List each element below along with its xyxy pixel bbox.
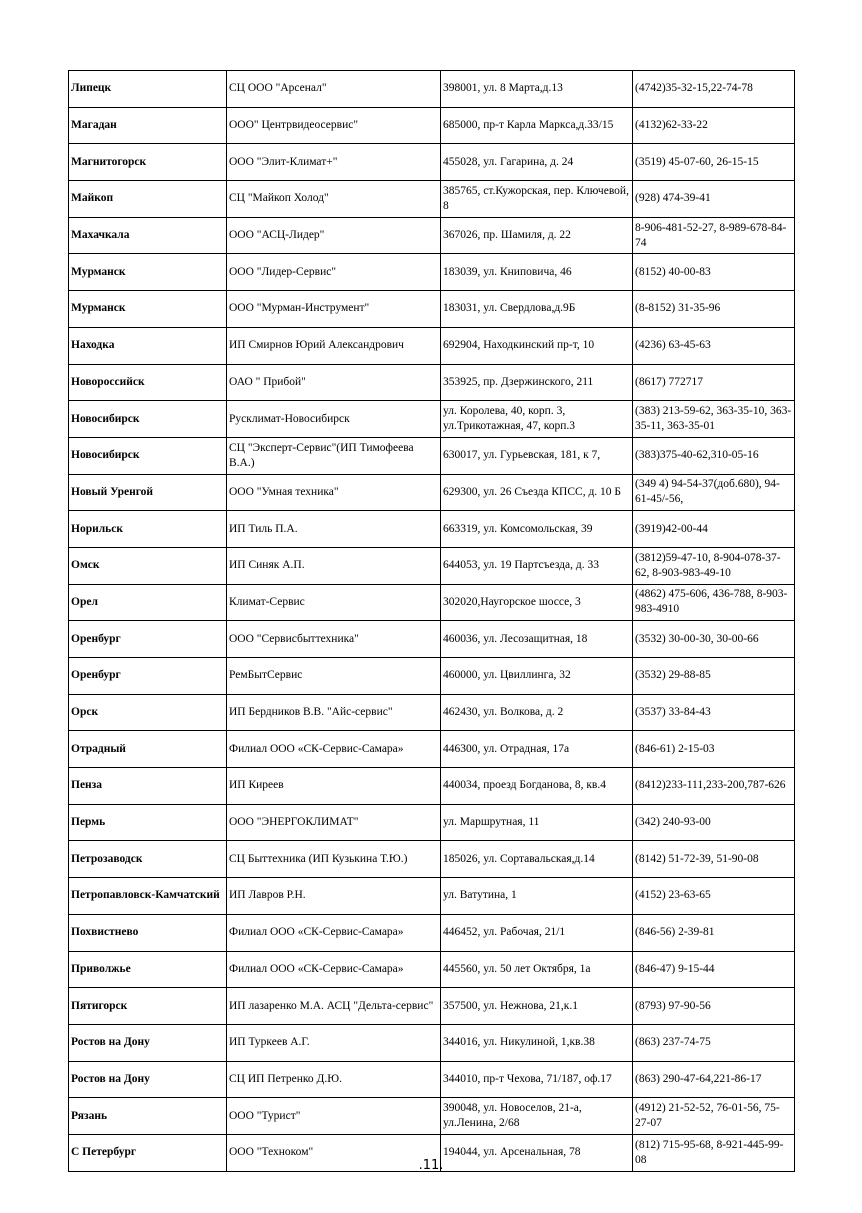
city-cell: Петропавловск-Камчатский — [69, 878, 227, 915]
address-cell: ул. Ватутина, 1 — [441, 878, 633, 915]
address-cell: 462430, ул. Волкова, д. 2 — [441, 694, 633, 731]
address-cell: 398001, ул. 8 Марта,д.13 — [441, 71, 633, 108]
company-cell: Филиал ООО «СК-Сервис-Самара» — [227, 914, 441, 951]
address-cell: 357500, ул. Нежнова, 21,к.1 — [441, 988, 633, 1025]
city-cell: Новосибирск — [69, 401, 227, 438]
address-cell: 446452, ул. Рабочая, 21/1 — [441, 914, 633, 951]
phone-cell: (3532) 29-88-85 — [633, 658, 795, 695]
city-cell: Орел — [69, 584, 227, 621]
company-cell: ООО "Мурман-Инструмент" — [227, 291, 441, 328]
table-row — [69, 217, 795, 254]
phone-cell: (8-8152) 31-35-96 — [633, 291, 795, 328]
company-cell: СЦ ООО "Арсенал" — [227, 71, 441, 108]
city-cell: Махачкала — [69, 217, 227, 254]
phone-cell: (8617) 772717 — [633, 364, 795, 401]
address-cell: 455028, ул. Гагарина, д. 24 — [441, 144, 633, 181]
phone-cell: (863) 237-74-75 — [633, 1024, 795, 1061]
phone-cell: (812) 715-95-68, 8-921-445-99-08 — [633, 1134, 795, 1171]
address-cell: 460000, ул. Цвиллинга, 32 — [441, 658, 633, 695]
company-cell: СЦ "Эксперт-Сервис"(ИП Тимофеева В.А.) — [227, 437, 441, 474]
address-cell: 344016, ул. Никулиной, 1,кв.38 — [441, 1024, 633, 1061]
city-cell: Петрозаводск — [69, 841, 227, 878]
table-row — [69, 1024, 795, 1061]
address-cell: 185026, ул. Сортавальская,д.14 — [441, 841, 633, 878]
city-cell: Рязань — [69, 1098, 227, 1135]
table-row — [69, 694, 795, 731]
table-row — [69, 841, 795, 878]
company-cell: ИП Киреев — [227, 768, 441, 805]
company-cell: СЦ "Майкоп Холод" — [227, 181, 441, 218]
phone-cell: (4742)35-32-15,22-74-78 — [633, 71, 795, 108]
city-cell: Находка — [69, 327, 227, 364]
city-cell: Похвистнево — [69, 914, 227, 951]
address-cell: 445560, ул. 50 лет Октября, 1а — [441, 951, 633, 988]
address-cell: 367026, пр. Шамиля, д. 22 — [441, 217, 633, 254]
table-row — [69, 658, 795, 695]
city-cell: Майкоп — [69, 181, 227, 218]
company-cell: ООО" Центрвидеосервис" — [227, 107, 441, 144]
table-row — [69, 1061, 795, 1098]
company-cell: Русклимат-Новосибирск — [227, 401, 441, 438]
service-centers-table — [68, 70, 795, 1172]
phone-cell: (3519) 45-07-60, 26-15-15 — [633, 144, 795, 181]
company-cell: ОАО " Прибой" — [227, 364, 441, 401]
table-row — [69, 107, 795, 144]
phone-cell: (3812)59-47-10, 8-904-078-37-62, 8-903-983-49-10 — [633, 547, 795, 584]
city-cell: Ростов на Дону — [69, 1024, 227, 1061]
company-cell: СЦ ИП Петренко Д.Ю. — [227, 1061, 441, 1098]
city-cell: Оренбург — [69, 621, 227, 658]
address-cell: 344010, пр-т Чехова, 71/187, оф.17 — [441, 1061, 633, 1098]
company-cell: ООО "Лидер-Сервис" — [227, 254, 441, 291]
table-row — [69, 621, 795, 658]
phone-cell: (4862) 475-606, 436-788, 8-903-983-4910 — [633, 584, 795, 621]
address-cell: 440034, проезд Богданова, 8, кв.4 — [441, 768, 633, 805]
address-cell: 183031, ул. Свердлова,д.9Б — [441, 291, 633, 328]
city-cell: С Петербург — [69, 1134, 227, 1171]
company-cell: ООО "Сервисбыттехника" — [227, 621, 441, 658]
address-cell: 446300, ул. Отрадная, 17а — [441, 731, 633, 768]
phone-cell: (349 4) 94-54-37(доб.680), 94-61-45/-56, — [633, 474, 795, 511]
company-cell: Филиал ООО «СК-Сервис-Самара» — [227, 951, 441, 988]
page-number: .11. — [418, 1158, 444, 1173]
company-cell: ИП лазаренко М.А. АСЦ "Дельта-сервис" — [227, 988, 441, 1025]
company-cell: Климат-Сервис — [227, 584, 441, 621]
city-cell: Липецк — [69, 71, 227, 108]
city-cell: Новосибирск — [69, 437, 227, 474]
company-cell: Филиал ООО «СК-Сервис-Самара» — [227, 731, 441, 768]
company-cell: ООО "Техноком" — [227, 1134, 441, 1171]
table-row — [69, 291, 795, 328]
phone-cell: (3537) 33-84-43 — [633, 694, 795, 731]
city-cell: Приволжье — [69, 951, 227, 988]
city-cell: Пятигорск — [69, 988, 227, 1025]
table-row — [69, 547, 795, 584]
address-cell: 685000, пр-т Карла Маркса,д.33/15 — [441, 107, 633, 144]
phone-cell: (846-61) 2-15-03 — [633, 731, 795, 768]
city-cell: Мурманск — [69, 254, 227, 291]
phone-cell: (846-56) 2-39-81 — [633, 914, 795, 951]
address-cell: 630017, ул. Гурьевская, 181, к 7, — [441, 437, 633, 474]
address-cell: ул. Маршрутная, 11 — [441, 804, 633, 841]
table-row — [69, 768, 795, 805]
city-cell: Магнитогорск — [69, 144, 227, 181]
company-cell: ИП Тиль П.А. — [227, 511, 441, 548]
city-cell: Отрадный — [69, 731, 227, 768]
address-cell: 644053, ул. 19 Партсъезда, д. 33 — [441, 547, 633, 584]
phone-cell: (8142) 51-72-39, 51-90-08 — [633, 841, 795, 878]
company-cell: ООО "Элит-Климат+" — [227, 144, 441, 181]
address-cell: 663319, ул. Комсомольская, 39 — [441, 511, 633, 548]
company-cell: ООО "Умная техника" — [227, 474, 441, 511]
city-cell: Пермь — [69, 804, 227, 841]
phone-cell: (8793) 97-90-56 — [633, 988, 795, 1025]
company-cell: ИП Лавров Р.Н. — [227, 878, 441, 915]
phone-cell: (8152) 40-00-83 — [633, 254, 795, 291]
table-row — [69, 327, 795, 364]
address-cell: 385765, ст.Кужорская, пер. Ключевой, 8 — [441, 181, 633, 218]
phone-cell: 8-906-481-52-27, 8-989-678-84-74 — [633, 217, 795, 254]
company-cell: ООО "ЭНЕРГОКЛИМАТ" — [227, 804, 441, 841]
address-cell: ул. Королева, 40, корп. 3, ул.Трикотажная, 47, корп.3 — [441, 401, 633, 438]
table-row — [69, 364, 795, 401]
table-row — [69, 804, 795, 841]
address-cell: 629300, ул. 26 Съезда КПСС, д. 10 Б — [441, 474, 633, 511]
phone-cell: (383) 213-59-62, 363-35-10, 363-35-11, 363-35-01 — [633, 401, 795, 438]
address-cell: 194044, ул. Арсенальная, 78 — [441, 1134, 633, 1171]
city-cell: Новороссийск — [69, 364, 227, 401]
address-cell: 692904, Находкинский пр-т, 10 — [441, 327, 633, 364]
table-row — [69, 988, 795, 1025]
table-row — [69, 878, 795, 915]
company-cell: ИП Смирнов Юрий Александрович — [227, 327, 441, 364]
phone-cell: (3919)42-00-44 — [633, 511, 795, 548]
table-row — [69, 437, 795, 474]
city-cell: Оренбург — [69, 658, 227, 695]
table-row — [69, 144, 795, 181]
phone-cell: (4912) 21-52-52, 76-01-56, 75-27-07 — [633, 1098, 795, 1135]
phone-cell: (3532) 30-00-30, 30-00-66 — [633, 621, 795, 658]
address-cell: 183039, ул. Книповича, 46 — [441, 254, 633, 291]
table-row — [69, 731, 795, 768]
table-row — [69, 951, 795, 988]
phone-cell: (4132)62-33-22 — [633, 107, 795, 144]
city-cell: Новый Уренгой — [69, 474, 227, 511]
address-cell: 302020,Наугорское шоссе, 3 — [441, 584, 633, 621]
city-cell: Норильск — [69, 511, 227, 548]
company-cell: ИП Синяк А.П. — [227, 547, 441, 584]
address-cell: 390048, ул. Новоселов, 21-а, ул.Ленина, 2/68 — [441, 1098, 633, 1135]
city-cell: Орск — [69, 694, 227, 731]
company-cell: ИП Туркеев А.Г. — [227, 1024, 441, 1061]
company-cell: ООО "АСЦ-Лидер" — [227, 217, 441, 254]
address-cell: 353925, пр. Дзержинского, 211 — [441, 364, 633, 401]
city-cell: Ростов на Дону — [69, 1061, 227, 1098]
city-cell: Магадан — [69, 107, 227, 144]
company-cell: СЦ Быттехника (ИП Кузькина Т.Ю.) — [227, 841, 441, 878]
table-body — [69, 71, 795, 1172]
city-cell: Омск — [69, 547, 227, 584]
phone-cell: (863) 290-47-64,221-86-17 — [633, 1061, 795, 1098]
table-row — [69, 511, 795, 548]
table-row — [69, 584, 795, 621]
table-row — [69, 181, 795, 218]
company-cell: ИП Бердников В.В. "Айс-сервис" — [227, 694, 441, 731]
phone-cell: (8412)233-111,233-200,787-626 — [633, 768, 795, 805]
table-row — [69, 914, 795, 951]
phone-cell: (383)375-40-62,310-05-16 — [633, 437, 795, 474]
address-cell: 460036, ул. Лесозащитная, 18 — [441, 621, 633, 658]
city-cell: Пенза — [69, 768, 227, 805]
phone-cell: (4236) 63-45-63 — [633, 327, 795, 364]
phone-cell: (846-47) 9-15-44 — [633, 951, 795, 988]
table-row — [69, 1098, 795, 1135]
city-cell: Мурманск — [69, 291, 227, 328]
company-cell: ООО "Турист" — [227, 1098, 441, 1135]
table-row — [69, 71, 795, 108]
phone-cell: (928) 474-39-41 — [633, 181, 795, 218]
company-cell: РемБытСервис — [227, 658, 441, 695]
table-row — [69, 254, 795, 291]
table-row — [69, 474, 795, 511]
phone-cell: (4152) 23-63-65 — [633, 878, 795, 915]
phone-cell: (342) 240-93-00 — [633, 804, 795, 841]
table-row — [69, 401, 795, 438]
